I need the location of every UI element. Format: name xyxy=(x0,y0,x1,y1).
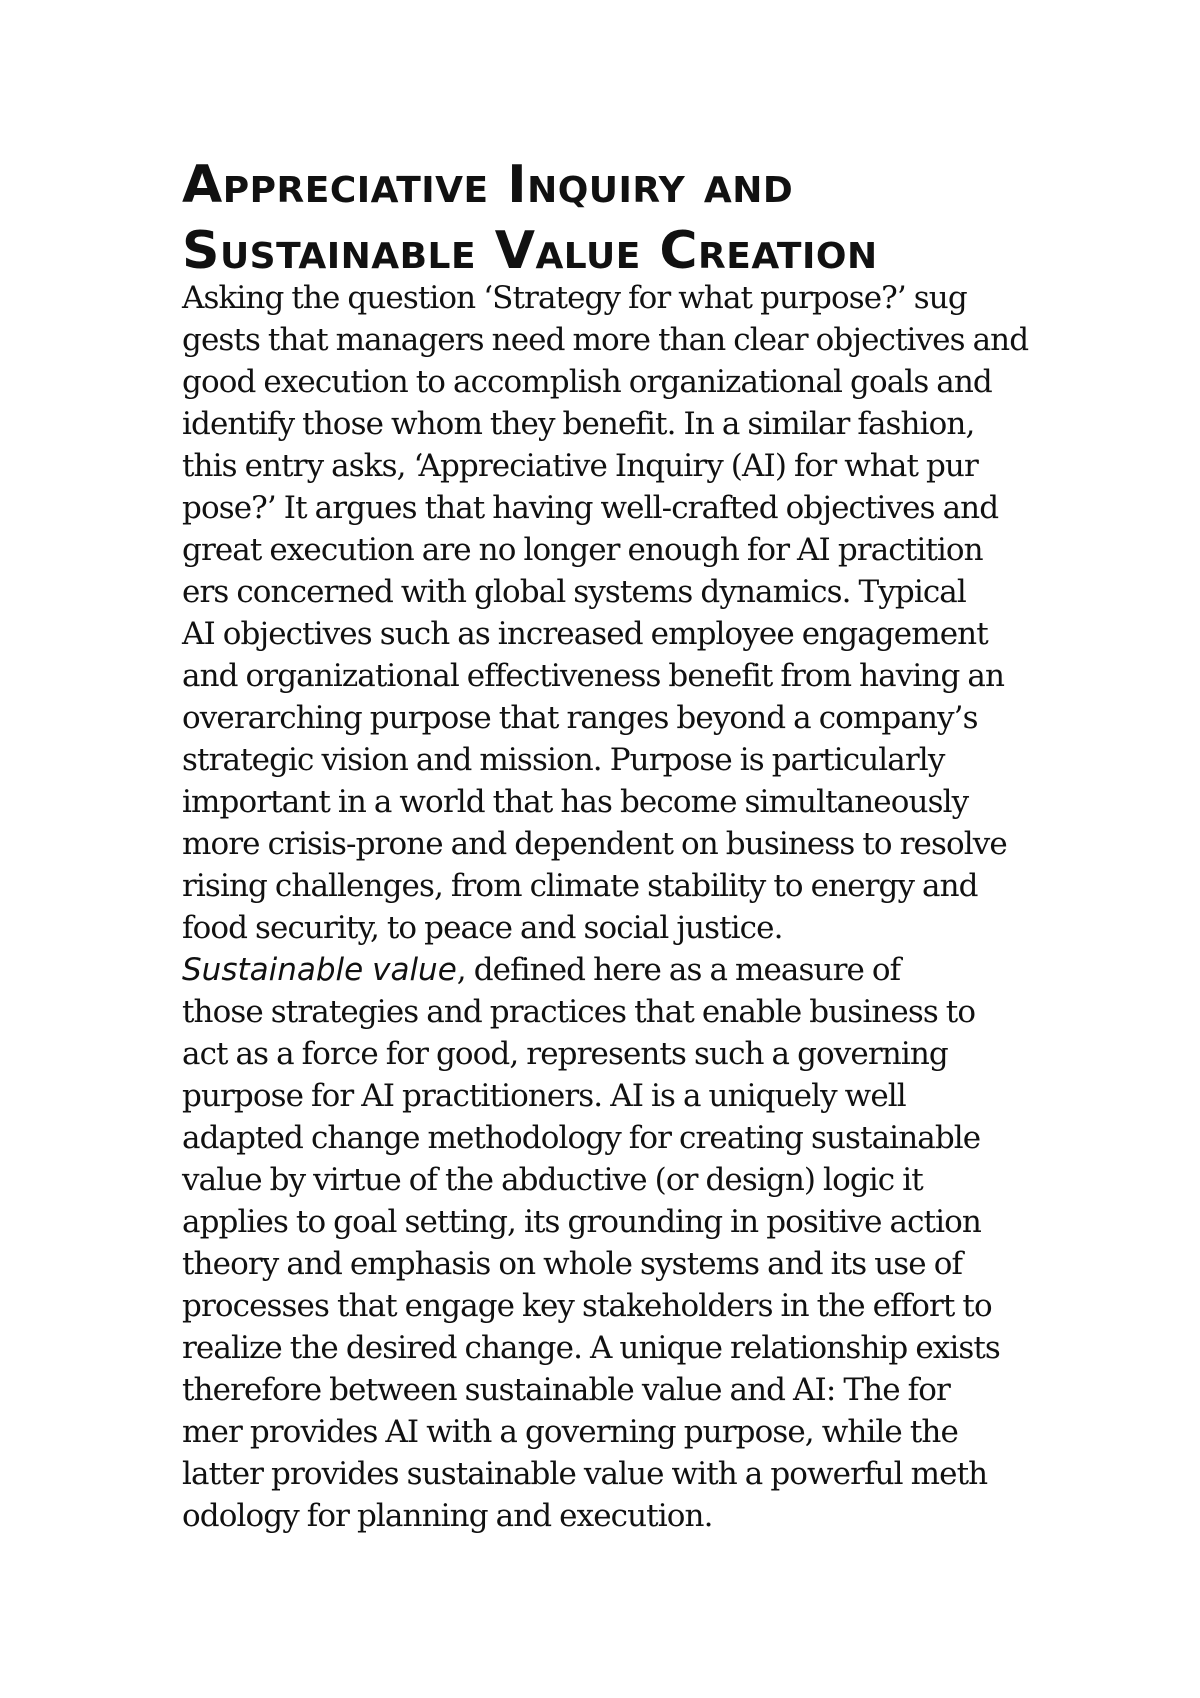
text-line: more crisis-prone and dependent on business to resolve xyxy=(182,826,1007,862)
text-line: applies to goal setting, its grounding in positive action xyxy=(182,1204,981,1240)
text-line: food security, to peace and social justice. xyxy=(182,910,783,946)
text-line: purpose for AI practitioners. AI is a uniquely well xyxy=(182,1078,906,1114)
text-line: value by virtue of the abductive (or design) logic it xyxy=(182,1162,923,1198)
text-line: those strategies and practices that enable business to xyxy=(182,994,976,1030)
text-line: strategic vision and mission. Purpose is particularly xyxy=(182,742,945,778)
text-line: realize the desired change. A unique relationship exists xyxy=(182,1330,1000,1366)
entry-body xyxy=(182,277,1082,1537)
text-line: act as a force for good, represents such a governing xyxy=(182,1036,948,1072)
text-line: adapted change methodology for creating sustainable xyxy=(182,1120,981,1156)
text-line: ers concerned with global systems dynamics. Typical xyxy=(182,574,966,610)
text-line: this entry asks, ‘Appreciative Inquiry (AI) for what pur xyxy=(182,448,978,484)
text-line: mer provides AI with a governing purpose, while the xyxy=(182,1414,958,1450)
text-line xyxy=(182,949,1082,991)
text-line: important in a world that has become simultaneously xyxy=(182,784,969,820)
text-line: AI objectives such as increased employee engagement xyxy=(182,616,988,652)
text-line: pose?’ It argues that having well-crafted objectives and xyxy=(182,490,999,526)
text-line: good execution to accomplish organizational goals and xyxy=(182,364,992,400)
entry-title-line: Appreciative Inquiry and xyxy=(182,155,794,215)
text-line: great execution are no longer enough for AI practition xyxy=(182,532,983,568)
entry-title xyxy=(182,152,1082,284)
paragraph-1 xyxy=(182,277,1082,949)
text-line: Asking the question ‘Strategy for what purpose?’ sug xyxy=(182,280,967,316)
text-line: overarching purpose that ranges beyond a company’s xyxy=(182,700,978,736)
entry-title-line: Sustainable Value Creation xyxy=(182,221,878,281)
text-line: latter provides sustainable value with a powerful meth xyxy=(182,1456,988,1492)
text-fragment: , defined here as a measure of xyxy=(456,952,901,988)
text-line: rising challenges, from climate stability to energy and xyxy=(182,868,978,904)
text-line: therefore between sustainable value and AI: The for xyxy=(182,1372,950,1408)
text-line: odology for planning and execution. xyxy=(182,1498,713,1534)
emphasized-term: Sustainable value xyxy=(182,952,457,988)
text-line: identify those whom they benefit. In a similar fashion, xyxy=(182,406,975,442)
paragraph-2 xyxy=(182,949,1082,1537)
text-line: theory and emphasis on whole systems and its use of xyxy=(182,1246,963,1282)
text-line: and organizational effectiveness benefit from having an xyxy=(182,658,1005,694)
text-line: processes that engage key stakeholders in the effort to xyxy=(182,1288,992,1324)
text-line: gests that managers need more than clear objectives and xyxy=(182,322,1029,358)
